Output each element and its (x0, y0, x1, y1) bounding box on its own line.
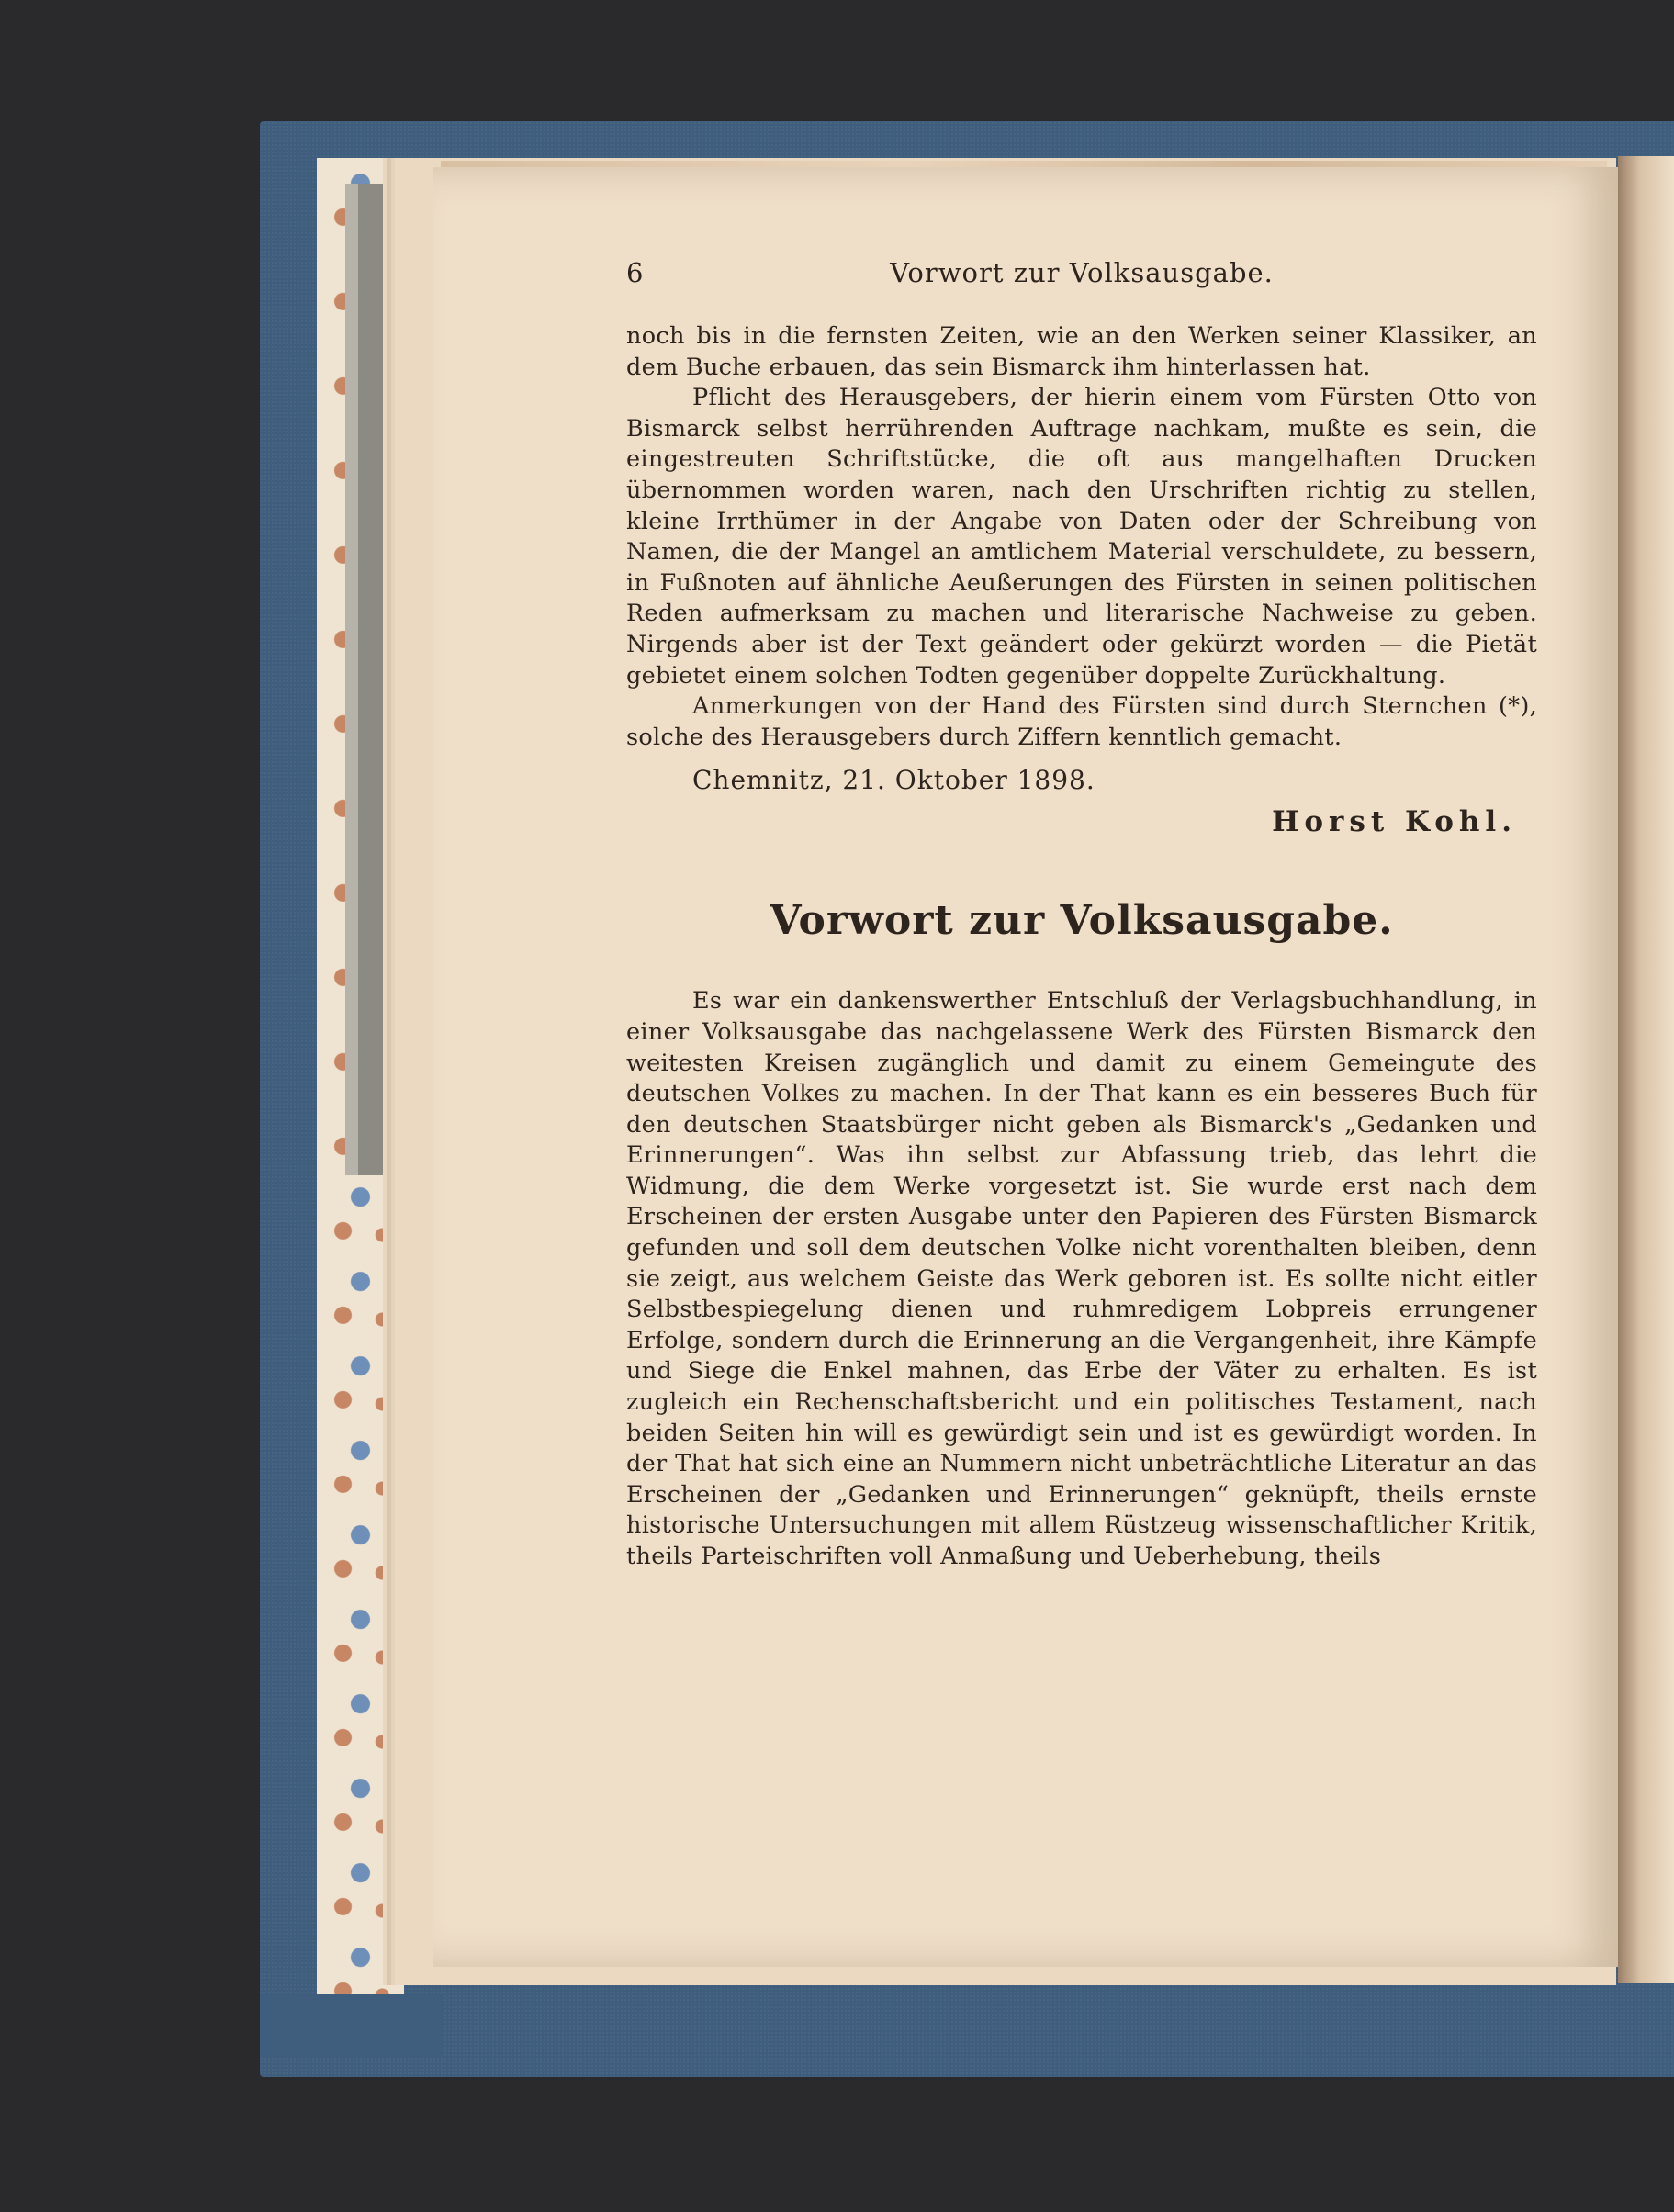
cover-corner (260, 1993, 444, 2057)
section-heading: Vorwort zur Volksausgabe. (770, 897, 1394, 945)
signature: Horst Kohl. (1272, 805, 1517, 839)
dateline: Chemnitz, 21. Oktober 1898. (692, 765, 1095, 796)
paragraph: noch bis in die fernsten Zeiten, wie an den Werken seiner Klassiker, an dem Buche erbauen, das sein Bismarck ihm hinterlassen hat. (626, 322, 1537, 381)
paragraph: Anmerkungen von der Hand des Fürsten sind durch Sternchen (*), solche des Herausgebers durch Ziffern kenntlich gemacht. (626, 692, 1537, 751)
page-gutter (1618, 156, 1674, 1983)
page-number: 6 (626, 257, 644, 288)
paragraph: Es war ein dankenswerther Entschluß der Verlagsbuchhandlung, in einer Volksausgabe das nachgelassene Werk des Fürsten Bismarck den weitesten Kreisen zugänglich und damit zu einem Gemeingute des deutschen Volkes zu machen. In der That kann es ein besseres Buch für den deutschen Staatsbürger nicht geben als Bismarck's „Gedanken und Erinnerungen“. Was ihn selbst zur Abfassung trieb, das lehrt die Widmung, die dem Werke vorgesetzt ist. Sie wurde erst nach dem Erscheinen der ersten Ausgabe unter den Papieren des Fürsten Bismarck gefunden und soll dem deutschen Volke nicht vorenthalten bleiben, denn sie zeigt, aus welchem Geiste das Werk geboren ist. Es sollte nicht eitler Selbstbespiegelung dienen und ruhmredigem Lobpreis errungener Erfolge, sondern durch die Erinnerung an die Vergangenheit, ihre Kämpfe und Siege die Enkel mahnen, das Erbe der Väter zu erhalten. Es ist zugleich ein Rechenschaftsbericht und ein politisches Testament, nach beiden Seiten hin will es gewürdigt sein und ist es gewürdigt worden. In der That hat sich eine an Nummern nicht unbeträchtliche Literatur an das Erscheinen der „Gedanken und Erinnerungen“ geknüpft, theils ernste historische Untersuchungen mit allem Rüstzeug wissenschaftlicher Kritik, theils Parteischriften voll Anmaßung und Ueberhebung, theils (626, 987, 1537, 1570)
page-text (626, 257, 1537, 1573)
running-title: Vorwort zur Volksausgabe. (890, 257, 1274, 288)
paragraph: Pflicht des Herausgebers, der hierin einem vom Fürsten Otto von Bismarck selbst herrührenden Auftrage nachkam, mußte es sein, die eingestreuten Schriftstücke, die oft aus mangelhaften Drucken übernommen worden waren, nach den Urschriften richtig zu stellen, kleine Irrthümer in der Angabe von Daten oder der Schreibung von Namen, die der Mangel an amtlichem Material verschuldete, zu bessern, in Fußnoten auf ähnliche Aeußerungen des Fürsten in seinen politischen Reden aufmerksam zu machen und literarische Nachweise zu geben. Nirgends aber ist der Text geändert oder gekürzt worden — die Pietät gebietet einem solchen Todten gegenüber doppelte Zurückhaltung. (626, 384, 1537, 690)
flyleaf-edge (345, 184, 358, 1175)
running-head (626, 257, 1537, 301)
